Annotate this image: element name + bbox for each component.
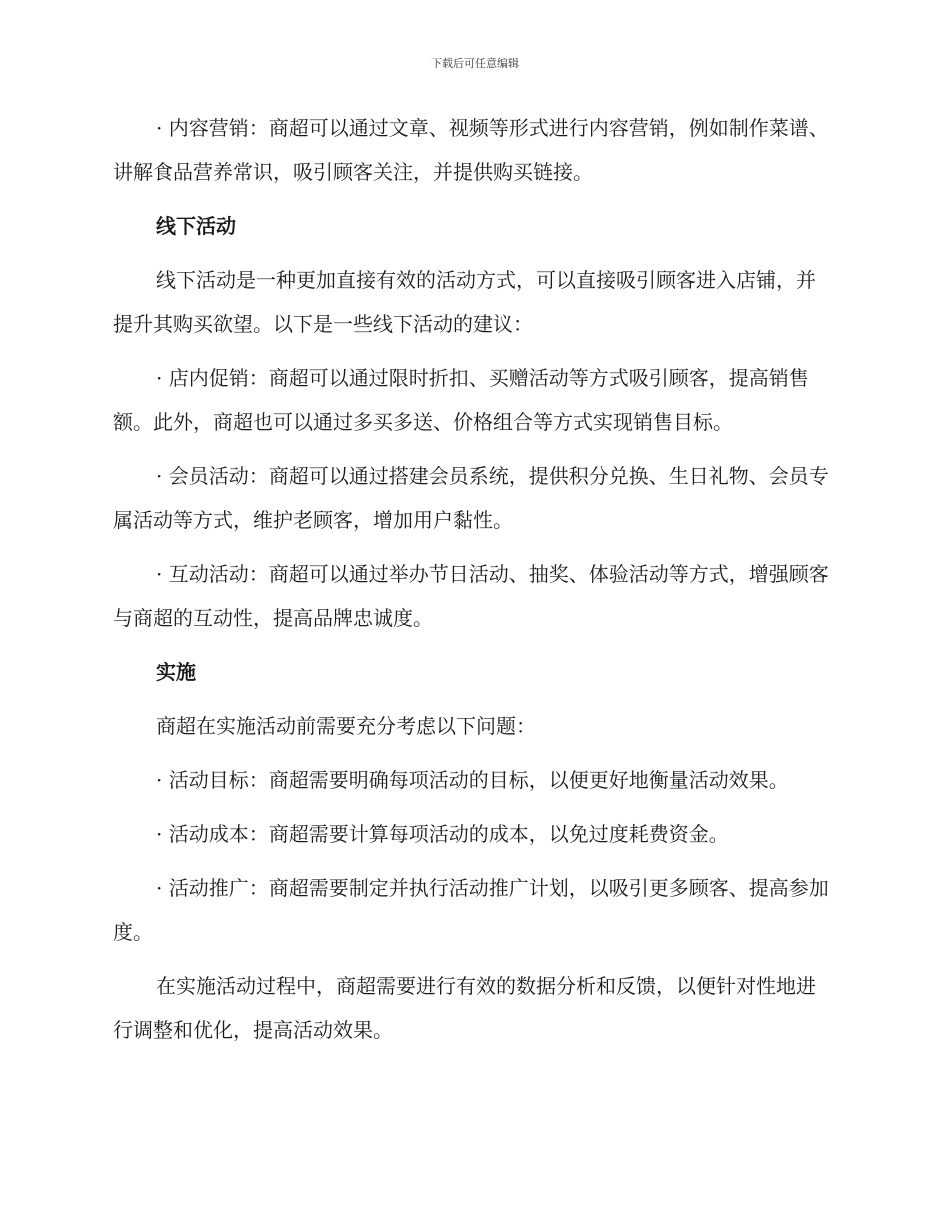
paragraph-data-analysis: 在实施活动过程中，商超需要进行有效的数据分析和反馈，以便针对性地进行调整和优化，提高活动效果。	[113, 974, 816, 1042]
section-heading-offline-activities: 线下活动	[156, 214, 236, 238]
page-header: 下载后可任意编辑	[431, 57, 519, 70]
paragraph-in-store-promotion: · 店内促销：商超可以通过限时折扣、买赠活动等方式吸引顾客，提高销售额。此外，商超也可以通过多买多送、价格组合等方式实现销售目标。	[113, 366, 809, 434]
paragraph-activity-goals: · 活动目标：商超需要明确每项活动的目标，以便更好地衡量活动效果。	[156, 768, 789, 792]
paragraph-content-marketing: · 内容营销：商超可以通过文章、视频等形式进行内容营销，例如制作菜谱、讲解食品营养常识，吸引顾客关注，并提供购买链接。	[113, 116, 829, 184]
paragraph-member-activities: · 会员活动：商超可以通过搭建会员系统，提供积分兑换、生日礼物、会员专属活动等方式，维护老顾客，增加用户黏性。	[113, 464, 829, 532]
section-heading-implementation: 实施	[156, 660, 196, 684]
document-body	[113, 106, 835, 1062]
paragraph-activity-promotion: · 活动推广：商超需要制定并执行活动推广计划，以吸引更多顾客、提高参加度。	[113, 876, 829, 944]
paragraph-implementation-intro: 商超在实施活动前需要充分考虑以下问题：	[156, 714, 536, 738]
paragraph-activity-cost: · 活动成本：商超需要计算每项活动的成本，以免过度耗费资金。	[156, 822, 729, 846]
paragraph-interactive-activities: · 互动活动：商超可以通过举办节日活动、抽奖、体验活动等方式，增强顾客与商超的互动性，提高品牌忠诚度。	[113, 562, 829, 630]
paragraph-offline-intro: 线下活动是一种更加直接有效的活动方式，可以直接吸引顾客进入店铺，并提升其购买欲望。以下是一些线下活动的建议：	[113, 268, 816, 336]
